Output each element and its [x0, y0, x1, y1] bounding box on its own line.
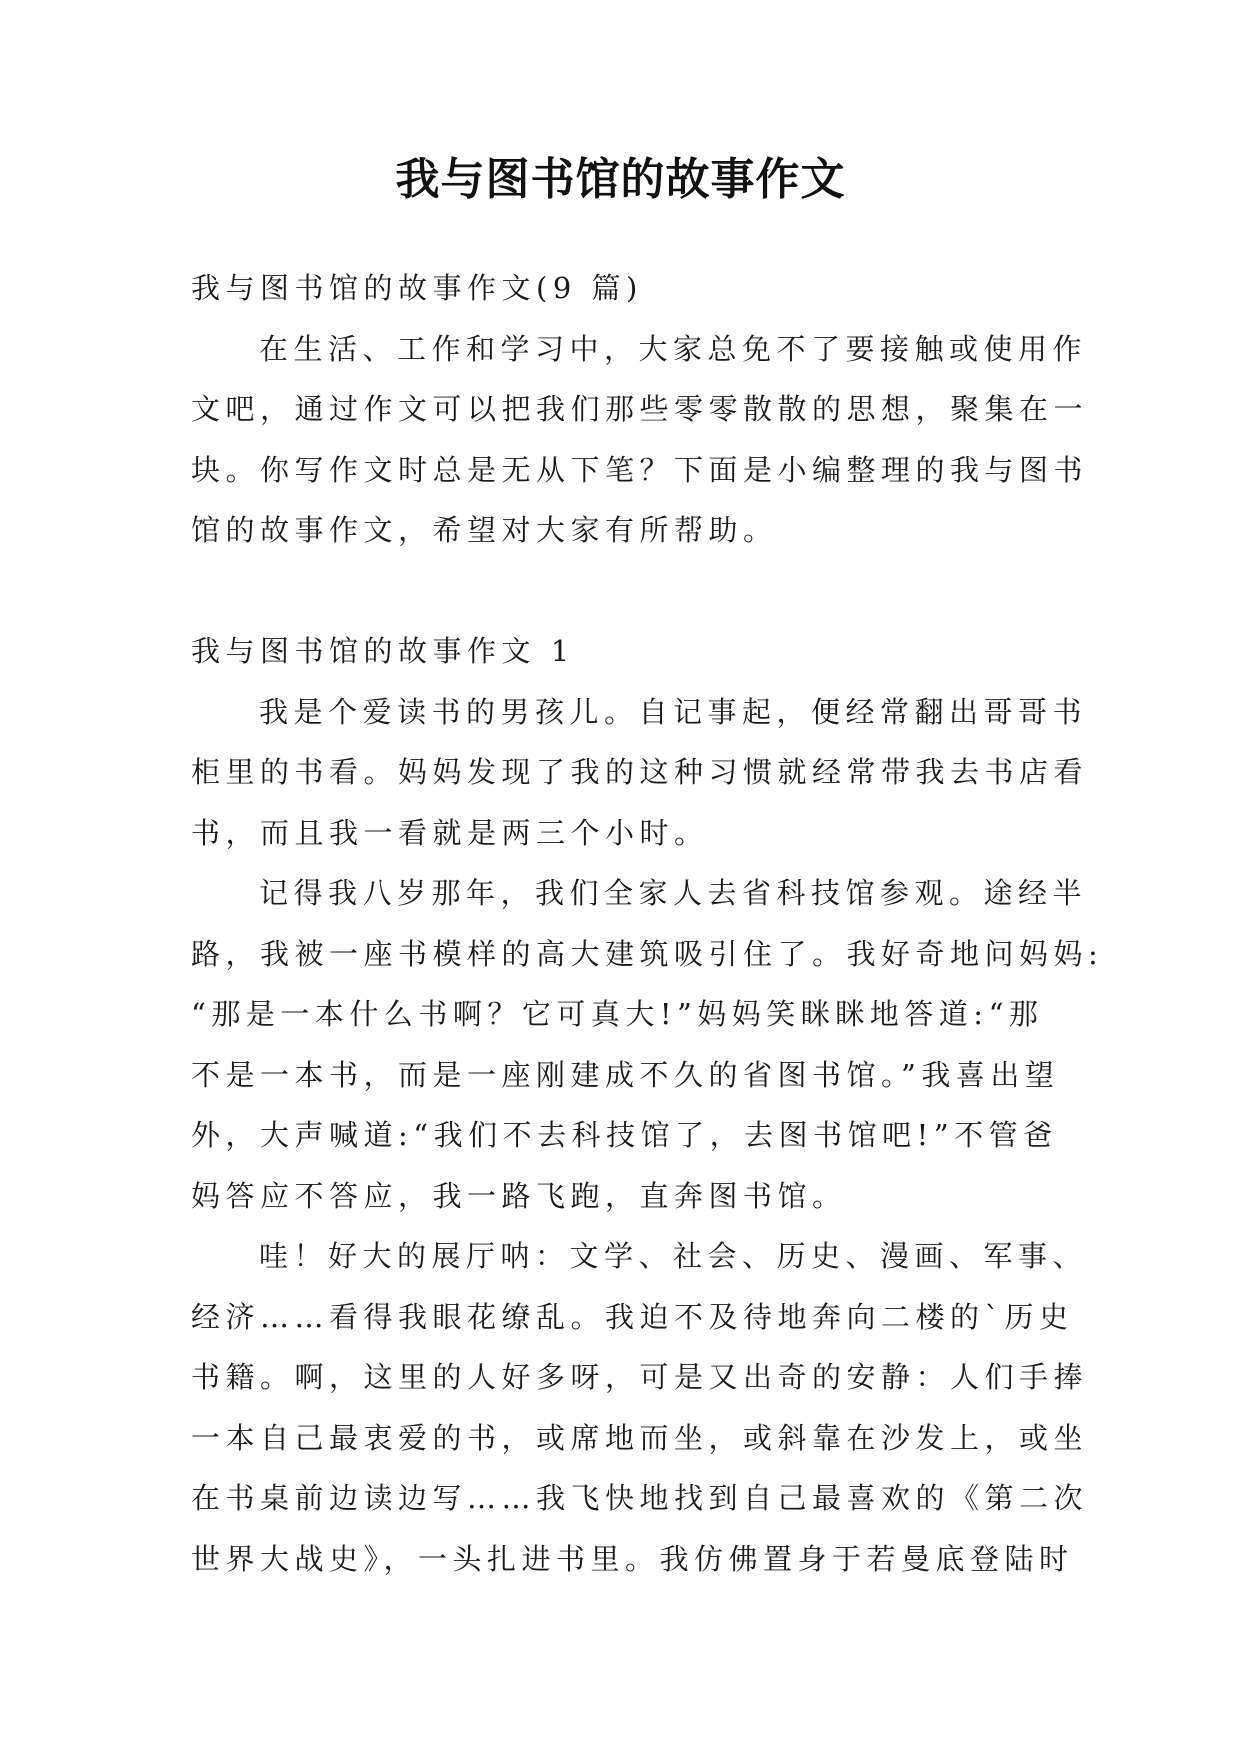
paragraph-gap	[191, 561, 1057, 622]
paragraph-line: “那是一本什么书啊？它可真大!”妈妈笑眯眯地答道:“那	[191, 997, 1044, 1031]
paragraph-line: 路，我被一座书模样的高大建筑吸引住了。我好奇地问妈妈:	[191, 936, 1104, 971]
paragraph-1	[191, 682, 1089, 864]
intro-line: 在生活、工作和学习中，大家总免不了要接触或使用作	[259, 331, 1088, 366]
paragraph-line: 书，而且我一看就是两三个小时。	[191, 815, 709, 850]
paragraph-line: 不是一本书，而是一座刚建成不久的省图书馆。”我喜出望	[191, 1057, 1060, 1092]
intro-paragraph	[191, 319, 1089, 561]
paragraph-line: 经济……看得我眼花缭乱。我迫不及待地奔向二楼的`历史	[191, 1299, 1074, 1334]
document-body	[191, 258, 1104, 1589]
paragraph-line: 在书桌前边读边写……我飞快地找到自己最喜欢的《第二次	[191, 1481, 1089, 1515]
section-heading: 我与图书馆的故事作文 1	[191, 634, 575, 668]
intro-line: 文吧，通过作文可以把我们那些零零散散的思想，聚集在一	[191, 392, 1089, 426]
paragraph-line: 外，大声喊道:“我们不去科技馆了，去图书馆吧!”不管爸	[191, 1118, 1058, 1152]
paragraph-line: 妈答应不答应，我一路飞跑，直奔图书馆。	[191, 1178, 847, 1213]
intro-line: 馆的故事作文，希望对大家有所帮助。	[191, 513, 778, 547]
paragraph-line: 世界大战史》，一头扎进书里。我仿佛置身于若曼底登陆时	[191, 1541, 1074, 1576]
paragraph-2	[191, 863, 1104, 1226]
paragraph-line: 一本自己最衷爱的书，或席地而坐，或斜靠在沙发上，或坐	[191, 1420, 1089, 1455]
paragraph-line: 书籍。啊，这里的人好多呀，可是又出奇的安静：人们手捧	[191, 1360, 1089, 1394]
paragraph-line: 哇！好大的展厅呐：文学、社会、历史、漫画、军事、	[259, 1239, 1088, 1273]
document-title: 我与图书馆的故事作文	[395, 154, 846, 205]
intro-line: 块。你写作文时总是无从下笔？下面是小编整理的我与图书	[191, 452, 1089, 487]
paragraph-line: 记得我八岁那年，我们全家人去省科技馆参观。途经半	[259, 876, 1088, 910]
document-subtitle: 我与图书馆的故事作文(9 篇)	[191, 271, 643, 305]
paragraph-line: 我是个爱读书的男孩儿。自记事起，便经常翻出哥哥书	[259, 694, 1088, 729]
paragraph-line: 柜里的书看。妈妈发现了我的这种习惯就经常带我去书店看	[191, 755, 1089, 789]
paragraph-3	[191, 1226, 1089, 1589]
